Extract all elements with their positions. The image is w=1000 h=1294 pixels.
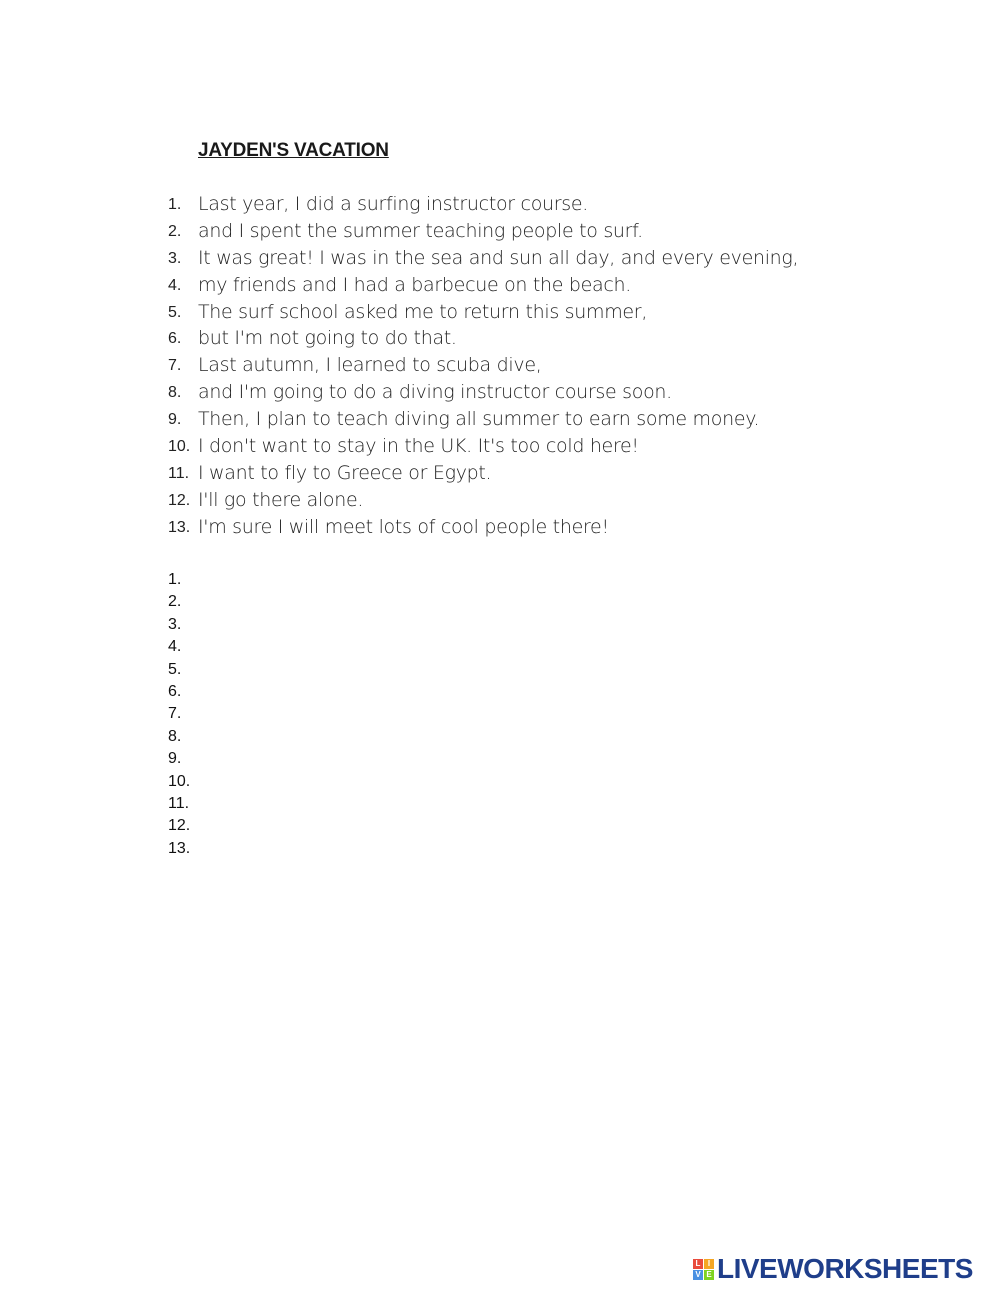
logo-letter: I — [704, 1259, 714, 1269]
sentence-item — [0, 301, 1000, 328]
answer-number: 4. — [168, 638, 182, 656]
sentence-text: I'm sure I will meet lots of cool people there! — [198, 515, 609, 538]
sentence-item — [0, 408, 1000, 435]
brand-name: LIVEWORKSHEETS — [717, 1253, 973, 1284]
sentence-item — [0, 435, 1000, 462]
logo-letter: L — [693, 1259, 703, 1269]
sentence-number: 4. — [168, 276, 182, 294]
answer-number: 13. — [168, 839, 191, 857]
answer-number: 11. — [168, 794, 190, 812]
sentence-number: 3. — [168, 249, 182, 267]
sentence-text: Last year, I did a surfing instructor course. — [198, 193, 589, 215]
sentence-number: 5. — [168, 303, 182, 321]
sentence-text: Last autumn, I learned to scuba dive, — [198, 354, 542, 377]
answer-number: 1. — [168, 571, 182, 588]
logo-letter: V — [693, 1270, 703, 1280]
sentence-number: 8. — [168, 384, 182, 402]
sentence-number: 9. — [168, 411, 182, 429]
logo-letter: E — [704, 1270, 714, 1280]
sentence-text: Then, I plan to teach diving all summer to earn some money. — [198, 408, 760, 431]
answer-number: 5. — [168, 660, 182, 678]
sentence-text: and I spent the summer teaching people to surf. — [198, 219, 643, 242]
sentence-item — [0, 381, 1000, 408]
answer-number: 9. — [168, 750, 182, 768]
answer-number: 8. — [168, 727, 182, 745]
sentence-number: 13. — [168, 518, 191, 536]
sentence-item — [0, 327, 1000, 354]
sentence-text: It was great! I was in the sea and sun all day, and every evening, — [198, 246, 799, 269]
answer-number: 6. — [168, 682, 182, 700]
sentence-text: my friends and I had a barbecue on the beach. — [198, 273, 632, 296]
sentence-item — [0, 462, 1000, 489]
answer-number: 2. — [168, 593, 182, 611]
sentence-text: and I'm going to do a diving instructor course soon. — [198, 381, 672, 404]
liveworksheets-logo-icon — [693, 1259, 714, 1280]
sentence-item — [0, 516, 1000, 543]
sentence-number: 10. — [168, 438, 191, 456]
brand-footer — [693, 1254, 973, 1284]
sentence-text: I want to fly to Greece or Egypt. — [198, 461, 492, 484]
sentence-list — [0, 193, 1000, 543]
sentence-number: 7. — [168, 357, 182, 375]
sentence-item — [0, 247, 1000, 274]
sentence-number: 12. — [168, 491, 191, 509]
answer-number: 12. — [168, 817, 191, 835]
answer-list — [168, 571, 190, 862]
answer-number: 7. — [168, 705, 182, 723]
sentence-text: but I'm not going to do that. — [198, 327, 457, 350]
sentence-item — [0, 274, 1000, 301]
answer-number: 10. — [168, 772, 191, 790]
sentence-number: 1. — [168, 196, 182, 213]
sentence-text: I'll go there alone. — [198, 488, 364, 511]
sentence-item — [0, 489, 1000, 516]
sentence-item — [0, 220, 1000, 247]
answer-number: 3. — [168, 615, 182, 633]
sentence-item — [0, 193, 1000, 220]
sentence-item — [0, 354, 1000, 381]
sentence-number: 11. — [168, 464, 190, 482]
sentence-text: I don't want to stay in the UK. It's too cold here! — [198, 435, 639, 458]
sentence-text: The surf school asked me to return this summer, — [198, 300, 648, 323]
sentence-number: 6. — [168, 330, 182, 348]
document-title: JAYDEN'S VACATION — [198, 140, 389, 161]
sentence-number: 2. — [168, 222, 182, 240]
